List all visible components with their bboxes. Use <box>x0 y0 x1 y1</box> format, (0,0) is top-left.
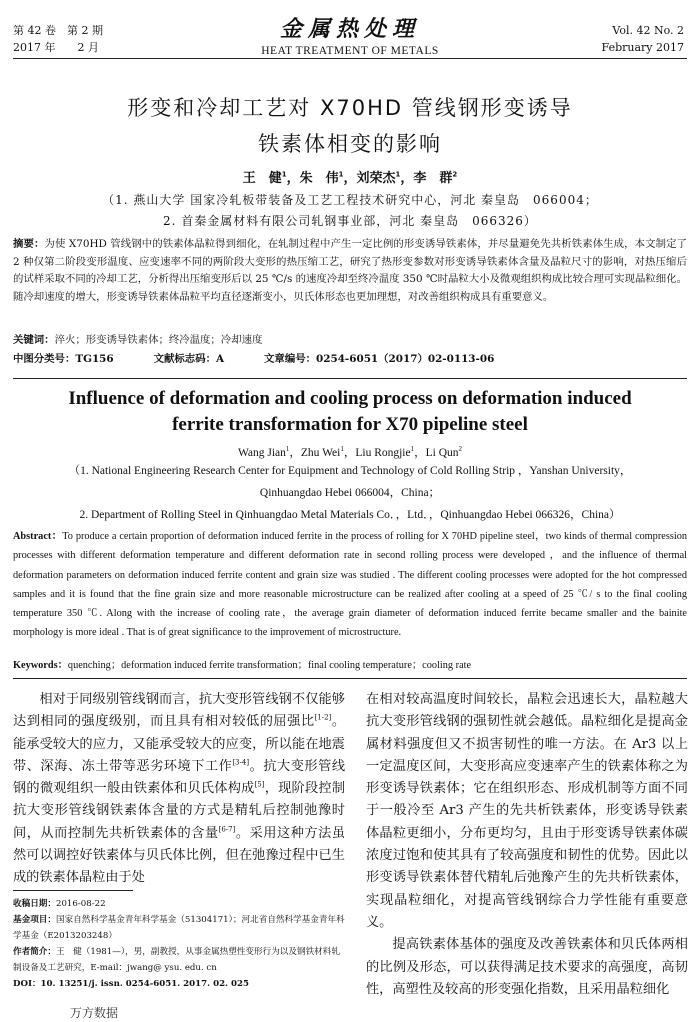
watermark: 万方数据 <box>70 1006 119 1020</box>
cn-aff-line1: （1. 燕山大学 国家冷轧板带装备及工艺工程技术研究中心，河北 秦皇岛 066004； <box>102 193 598 207</box>
en-title-line1: Influence of deformation and cooling process on deformation induced <box>68 388 632 409</box>
cn-title-line2: 铁素体相变的影响 <box>258 132 442 156</box>
affil-mark: 1 <box>410 445 415 454</box>
en-title <box>0 386 700 438</box>
year-month-cn: 2017 年 2 月 <box>13 41 99 54</box>
document-code: 文献标志码：A <box>153 353 225 365</box>
en-author: Liu Rongjie <box>355 447 411 459</box>
body-text: 。抗大变形管线钢的微观组织一般由铁素体和贝氏体构成 <box>13 758 346 797</box>
volume-issue-en: Vol. 42 No. 2 <box>612 24 684 37</box>
cn-author: 李 群 <box>413 171 453 186</box>
affil-mark: 1 <box>340 445 344 454</box>
affil-mark: 1 <box>285 445 290 454</box>
en-affiliations <box>0 460 700 526</box>
affil-mark: 1 <box>395 170 401 179</box>
cn-author: 朱 伟 <box>299 171 339 186</box>
affil-mark: 1 <box>281 170 287 179</box>
en-title-line2: ferrite transformation for X70 pipeline steel <box>172 414 528 435</box>
cn-keywords-label: 关键词： <box>13 334 55 346</box>
cn-keywords <box>13 332 687 350</box>
cn-title <box>0 90 700 162</box>
article-number: 文章编号：0254-6051（2017）02-0113-06 <box>264 353 495 365</box>
cn-abstract-text: 为使 X70HD 管线钢中的铁素体晶粒得到细化，在轧制过程中产生一定比例的形变诱导铁素体，并尽量避免先共析铁素体生成，本文制定了 2 种仅第二阶段变形温度、应变速率不同的两阶段大变形的热压缩工艺，研究了热形变参数对形变诱导铁素体含量及晶粒尺寸的影响，对热压缩后的试样采取不同的冷却工艺，分析得出压缩变形后以 25 ℃/s 的速度冷却至终冷温度 350 ℃时晶粒大小及微观组织构成比较合理可实现晶粒细化。随冷却速度的增大，形变诱导铁素体晶粒平均直径逐渐变小，贝氏体形态也更加理想，对改善组织构成具有重要意义。 <box>13 238 687 303</box>
cn-aff-line2: 2. 首秦金属材料有限公司轧钢事业部，河北 秦皇岛 066326） <box>163 214 537 228</box>
en-authors: Wang Jian$^1$，Zhu Wei$^1$，Liu Rongjie$^1$，Li Qun$^2$ <box>237 445 463 459</box>
citation: [3-4] <box>232 758 250 767</box>
en-author: Li Qun <box>425 447 459 459</box>
cn-keywords-text: 淬火；形变诱导铁素体；终冷温度；冷却速度 <box>54 334 263 346</box>
footnote-doi: DOI：10. 13251/j. issn. 0254-6051. 2017. 02. 025 <box>13 979 249 989</box>
en-abstract-text: To produce a certain proportion of deformation induced ferrite in the process of rolling for X 70HD pipeline steel，two kinds of thermal compression processes with different deformation temperature and different deformation rate in second rolling process were developed ，and the influence of thermal deformation parameters on deformation induced ferrite content and grain size was studied . The different cooling processes were adopted for the hot compressed samples and it is found that the fine grain size and more reasonable microstructure can be realized after cooling at a speed of 25 ℃/ s to the final cooling temperature 350 ℃. Along with the increase of cooling rate，the average grain diameter of deformation induced ferrite became smaller and the bainite morphology is more ideal . That is of great significance to the improvement of microstructure. <box>13 531 687 639</box>
en-keywords <box>13 656 687 675</box>
en-aff-line1: （1. National Engineering Research Center for Equipment and Technology of Cold Rolling Strip ，Yanshan University， <box>68 465 632 477</box>
affil-mark: 2 <box>458 445 463 454</box>
footnote-author <box>13 944 345 976</box>
citation: [1-2] <box>314 713 332 722</box>
cn-authors: 王 健$^1$，朱 伟$^1$，刘荣杰$^1$，李 群$^2$ <box>242 170 458 186</box>
journal-masthead <box>0 12 700 57</box>
en-aff-line2: Qinhuangdao Hebei 066004，China； <box>259 487 441 499</box>
en-abstract <box>13 527 687 643</box>
footnote-label: 基金项目： <box>13 915 56 925</box>
body-paragraph: 提高铁素体基体的强度及改善铁素体和贝氏体两相的比例及形态，可以获得满足技术要求的高强度，高韧性，高塑性及较高的形变强化指数，且采用晶粒细化 <box>366 937 688 997</box>
volume-issue-cn: 第 42 卷 第 2 期 <box>13 24 103 37</box>
footnote-label: 作者简介： <box>13 947 56 957</box>
body-text: 。能承受较大的应力，又能承受较大的应变，所以能在地震带、深海、冻土带等恶劣环境下工作 <box>13 714 346 774</box>
en-keywords-text: quenching；deformation induced ferrite transformation；final cooling temperature；cooling rate <box>67 660 472 671</box>
cn-title-line1: 形变和冷却工艺对 X70HD 管线钢形变诱导 <box>127 96 573 120</box>
en-author: Wang Jian <box>237 447 286 459</box>
cn-abstract-label: 摘要： <box>13 238 45 250</box>
citation: [6-7] <box>218 825 236 834</box>
footnote-label: 收稿日期： <box>13 899 56 909</box>
body-text: 。采用这种方法虽然可以调控好铁素体与贝氏体比例，但在弛豫过程中已生成的铁素体晶粒由于处 <box>13 825 346 886</box>
header-volume-en <box>602 22 684 56</box>
footnote <box>13 896 345 992</box>
body-text: ，现阶段控制抗大变形管线钢铁素体含量的方式是精轧后控制弛豫时间，从而控制先共析铁素体的含量 <box>13 781 346 841</box>
en-aff-line3: 2. Department of Rolling Steel in Qinhuangdao Metal Materials Co．，Ltd．，Qinhuangdao Hebei 066326，China） <box>79 509 621 521</box>
cn-affiliations <box>0 190 700 232</box>
clc-number: 中图分类号：TG156 <box>13 353 114 365</box>
en-author: Zhu Wei <box>300 447 341 459</box>
cn-abstract <box>13 236 687 306</box>
body-right-column <box>366 689 688 1001</box>
journal-name-en: HEAT TREATMENT OF METALS <box>261 45 439 57</box>
body-paragraph: 在相对较高温度时间较长，晶粒会迅速长大，晶粒越大抗大变形管线钢的强韧性就会越低。晶粒细化是提高金属材料强度但又不损害韧性的唯一方法。在 Ar3 以上一定温度区间，大变形高应变速率产生的铁素体称之为形变诱导铁素体；它在组织形态、形成机制等方面不同于一般冷至 Ar3 产生的先共析铁素体，形变诱导铁素体晶粒更细小，分布更均匀，且由于形变诱导铁素体碳浓度过饱和使其具有了较高强度和韧性的优势。因此以形变诱导铁素体替代精轧后弛豫产生的先共析铁素体，实现晶粒细化，对提高管线钢综合力学性能有重要意义。 <box>366 692 688 930</box>
footnote-value: 国家自然科学基金青年科学基金（51304171）；河北省自然科学基金青年科学基金（E2013203248） <box>13 915 345 941</box>
footnote-received <box>13 896 345 912</box>
section-rule <box>13 378 687 379</box>
header-rule <box>13 58 687 59</box>
footnote-value: 王 健（1981—），男，副教授，从事金属热塑性变形行为以及钢铁材料轧制设备及工艺研究，E-mail：jwang@ ysu. edu. cn <box>13 947 340 973</box>
en-keywords-label: Keywords： <box>13 660 68 671</box>
footnote-fund <box>13 912 345 944</box>
affil-mark: 2 <box>452 170 458 179</box>
affil-mark: 1 <box>338 170 344 179</box>
footnote-value: 2016-08-22 <box>55 899 106 909</box>
cn-author: 刘荣杰 <box>356 171 396 186</box>
en-abstract-label: Abstract： <box>13 531 63 542</box>
footnote-rule <box>13 890 133 891</box>
classification-line <box>13 351 687 368</box>
journal-name-cn: 金属热处理 <box>279 16 420 42</box>
body-text: 相对于同级别管线钢而言，抗大变形管线钢不仅能够达到相同的强度级别，而且具有相对较低的屈强比 <box>13 692 345 730</box>
body-left-column <box>13 689 345 890</box>
citation: [5] <box>254 780 265 789</box>
body-rule <box>13 678 687 679</box>
date-en: February 2017 <box>601 41 684 54</box>
body-paragraph <box>13 689 345 890</box>
cn-author: 王 健 <box>242 171 282 186</box>
